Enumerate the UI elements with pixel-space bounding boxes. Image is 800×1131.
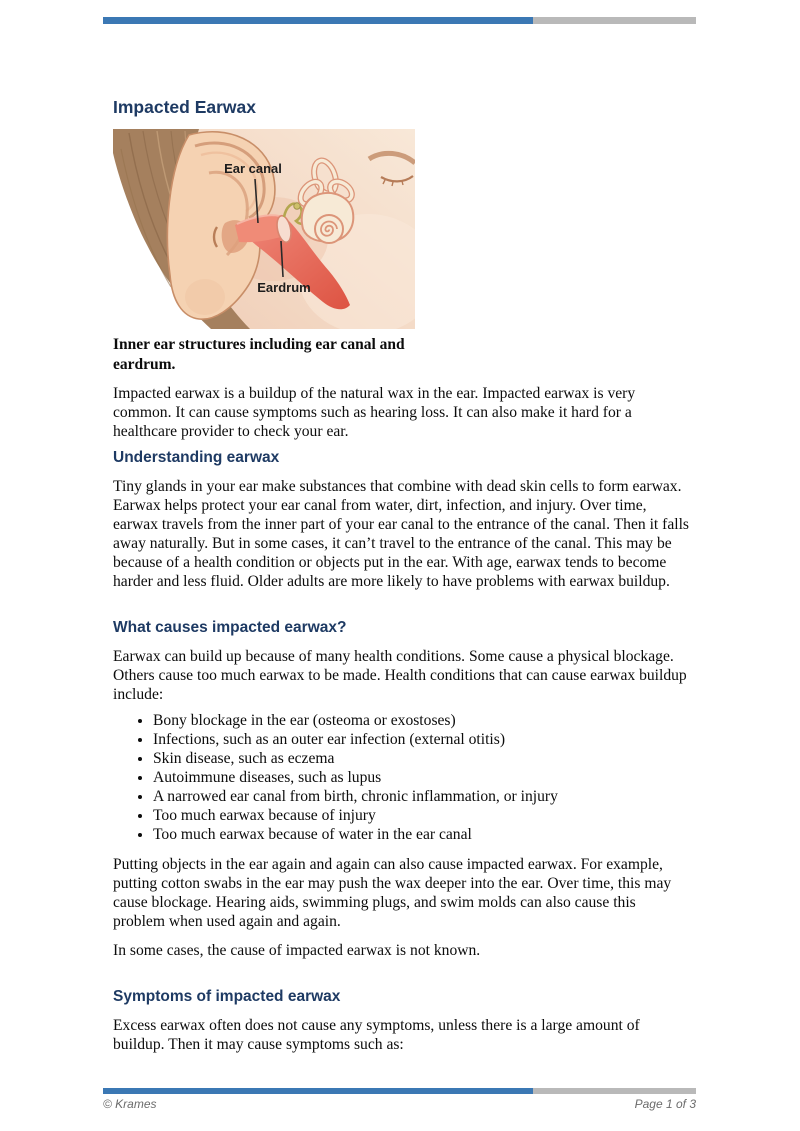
list-item: • Infections, such as an outer ear infection (external otitis) — [153, 730, 689, 749]
ear-canal-label: Ear canal — [224, 161, 282, 176]
footer-copyright: © Krames — [103, 1097, 157, 1111]
list-item: • Skin disease, such as eczema — [153, 749, 689, 768]
rule-blue-segment — [103, 1088, 533, 1094]
section-heading-causes: What causes impacted earwax? — [113, 619, 347, 636]
document-content — [113, 0, 689, 1054]
objects-paragraph: Putting objects in the ear again and again can also cause impacted earwax. For example, putting cotton swabs in the ear may push the wax deeper into the ear. Over time, this may cause blockage. Hearing aids, swimming plugs, and swim molds can also cause this problem when used again and again. — [113, 856, 672, 930]
footer-page-number: Page 1 of 3 — [634, 1097, 696, 1111]
causes-bullet-list — [113, 711, 689, 844]
list-item: • Bony blockage in the ear (osteoma or exostoses) — [153, 711, 689, 730]
page-footer — [103, 1097, 696, 1111]
symptoms-intro-paragraph: Excess earwax often does not cause any symptoms, unless there is a large amount of buildup. Then it may cause symptoms such as: — [113, 1017, 640, 1053]
intro-paragraph: Impacted earwax is a buildup of the natural wax in the ear. Impacted earwax is very common. It can cause symptoms such as hearing loss. It can also make it hard for a healthcare provider to check your ear. — [113, 385, 636, 440]
unknown-cause-paragraph: In some cases, the cause of impacted earwax is not known. — [113, 942, 481, 959]
ear-anatomy-illustration — [113, 129, 415, 329]
section-heading-understanding-earwax: Understanding earwax — [113, 449, 280, 466]
section-heading-symptoms: Symptoms of impacted earwax — [113, 988, 341, 1005]
rule-gray-segment — [533, 1088, 696, 1094]
ear-anatomy-figure — [113, 129, 415, 329]
causes-intro-paragraph: Earwax can build up because of many health conditions. Some cause a physical blockage. Others cause too much earwax to be made. Health conditions that can cause earwax buildup include: — [113, 648, 687, 703]
eardrum-label: Eardrum — [257, 280, 311, 295]
page-title: Impacted Earwax — [113, 97, 256, 117]
bottom-accent-rule — [103, 1088, 696, 1094]
list-item: • Too much earwax because of injury — [153, 806, 689, 825]
list-item: • Autoimmune diseases, such as lupus — [153, 768, 689, 787]
cochlea — [315, 215, 343, 243]
figure-caption: Inner ear structures including ear canal and eardrum. — [113, 336, 405, 373]
understanding-earwax-paragraph: Tiny glands in your ear make substances that combine with dead skin cells to form earwax. Earwax helps protect your ear canal from water, dirt, infection, and injury. Over time, earwax travels from the inner part of your ear canal to the entrance of the canal. Then it falls away naturally. But in some cases, it can’t travel to the entrance of the canal. This may be because of a health condition or objects put in the ear. With age, earwax tends to become harder and less fluid. Older adults are more likely to have problems with earwax buildup. — [113, 478, 689, 590]
list-item: • A narrowed ear canal from birth, chronic inflammation, or injury — [153, 787, 689, 806]
list-item: • Too much earwax because of water in the ear canal — [153, 825, 689, 844]
